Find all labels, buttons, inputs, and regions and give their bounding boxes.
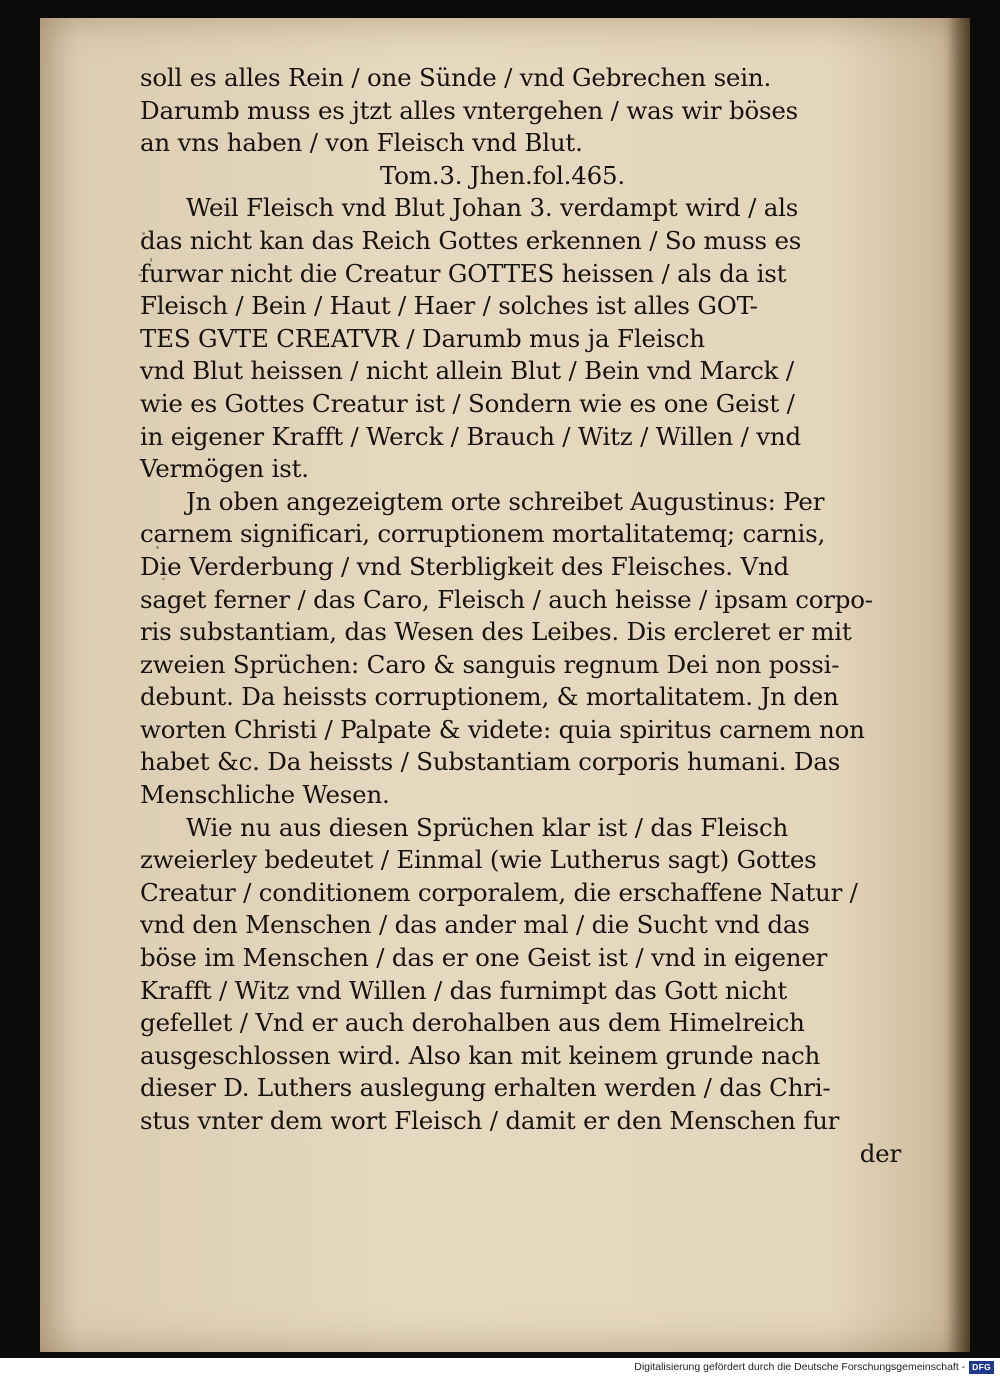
text-line: Menschliche Wesen.	[140, 780, 390, 810]
text-line: Creatur / conditionem corporalem, die erschaffene Natur /	[140, 877, 858, 907]
text-line: böse im Menschen / das er one Geist ist / vnd in eigener	[140, 943, 828, 973]
text-line: dieser D. Luthers auslegung erhalten werden / das Chri-	[140, 1073, 831, 1103]
text-line: furwar nicht die Creatur GOTTES heissen / als da ist	[140, 258, 787, 288]
text-line: vnd Blut heissen / nicht allein Blut / Bein vnd Marck /	[140, 356, 794, 386]
text-line: soll es alles Rein / one Sünde / vnd Gebrechen sein.	[140, 63, 772, 92]
text-line: Krafft / Witz vnd Willen / das furnimpt das Gott nicht	[140, 975, 788, 1005]
text-line: Die Verderbung / vnd Sterbligkeit des Fleisches. Vnd	[140, 551, 790, 581]
page-text	[140, 62, 905, 1170]
dfg-logo-icon: DFG	[969, 1361, 994, 1374]
text-line: stus vnter dem wort Fleisch / damit er den Menschen fur	[140, 1106, 840, 1135]
text-line: ausgeschlossen wird. Also kan mit keinem grunde nach	[140, 1040, 821, 1070]
text-line: Fleisch / Bein / Haut / Haer / solches ist alles GOT-	[140, 291, 758, 321]
text-line: TES GVTE CREATVR / Darumb mus ja Fleisch	[140, 323, 705, 353]
text-line: debunt. Da heissts corruptionem, & mortalitatem. Jn den	[140, 682, 839, 712]
text-line: an vns haben / von Fleisch vnd Blut.	[140, 128, 583, 158]
text-line: saget ferner / das Caro, Fleisch / auch heisse / ipsam corpo-	[140, 584, 873, 614]
credit-text: Digitalisierung gefördert durch die Deutsche Forschungsgemeinschaft -	[634, 1361, 966, 1373]
text-line: zweierley bedeutet / Einmal (wie Lutherus sagt) Gottes	[140, 845, 817, 875]
text-line: ris substantiam, das Wesen des Leibes. Dis ercleret er mit	[140, 617, 852, 647]
text-line: Vermögen ist.	[140, 454, 309, 484]
text-line: vnd den Menschen / das ander mal / die Sucht vnd das	[140, 910, 810, 940]
text-line: Jn oben angezeigtem orte schreibet Augustinus: Per	[186, 486, 825, 516]
text-line: Darumb muss es jtzt alles vntergehen / was wir böses	[140, 95, 799, 125]
text-line: zweien Sprüchen: Caro & sanguis regnum Dei non possi-	[140, 649, 840, 679]
text-line: das nicht kan das Reich Gottes erkennen / So muss es	[140, 225, 802, 255]
text-line: wie es Gottes Creatur ist / Sondern wie es one Geist /	[140, 388, 795, 418]
text-line: gefellet / Vnd er auch derohalben aus dem Himelreich	[140, 1008, 805, 1038]
text-line: worten Christi / Palpate & videte: quia spiritus carnem non	[140, 714, 865, 744]
catchword: der	[859, 1138, 901, 1168]
text-line: Wie nu aus diesen Sprüchen klar ist / das Fleisch	[186, 812, 789, 842]
digitization-credit	[634, 1360, 994, 1374]
text-line: habet &c. Da heissts / Substantiam corporis humani. Das	[140, 747, 841, 777]
text-line: Weil Fleisch vnd Blut Johan 3. verdampt wird / als	[186, 193, 799, 223]
text-line: in eigener Krafft / Werck / Brauch / Witz / Willen / vnd	[140, 421, 801, 451]
reference-heading: Tom.3. Jhen.fol.465.	[379, 160, 626, 190]
text-line: carnem significari, corruptionem mortalitatemq; carnis,	[140, 519, 826, 549]
